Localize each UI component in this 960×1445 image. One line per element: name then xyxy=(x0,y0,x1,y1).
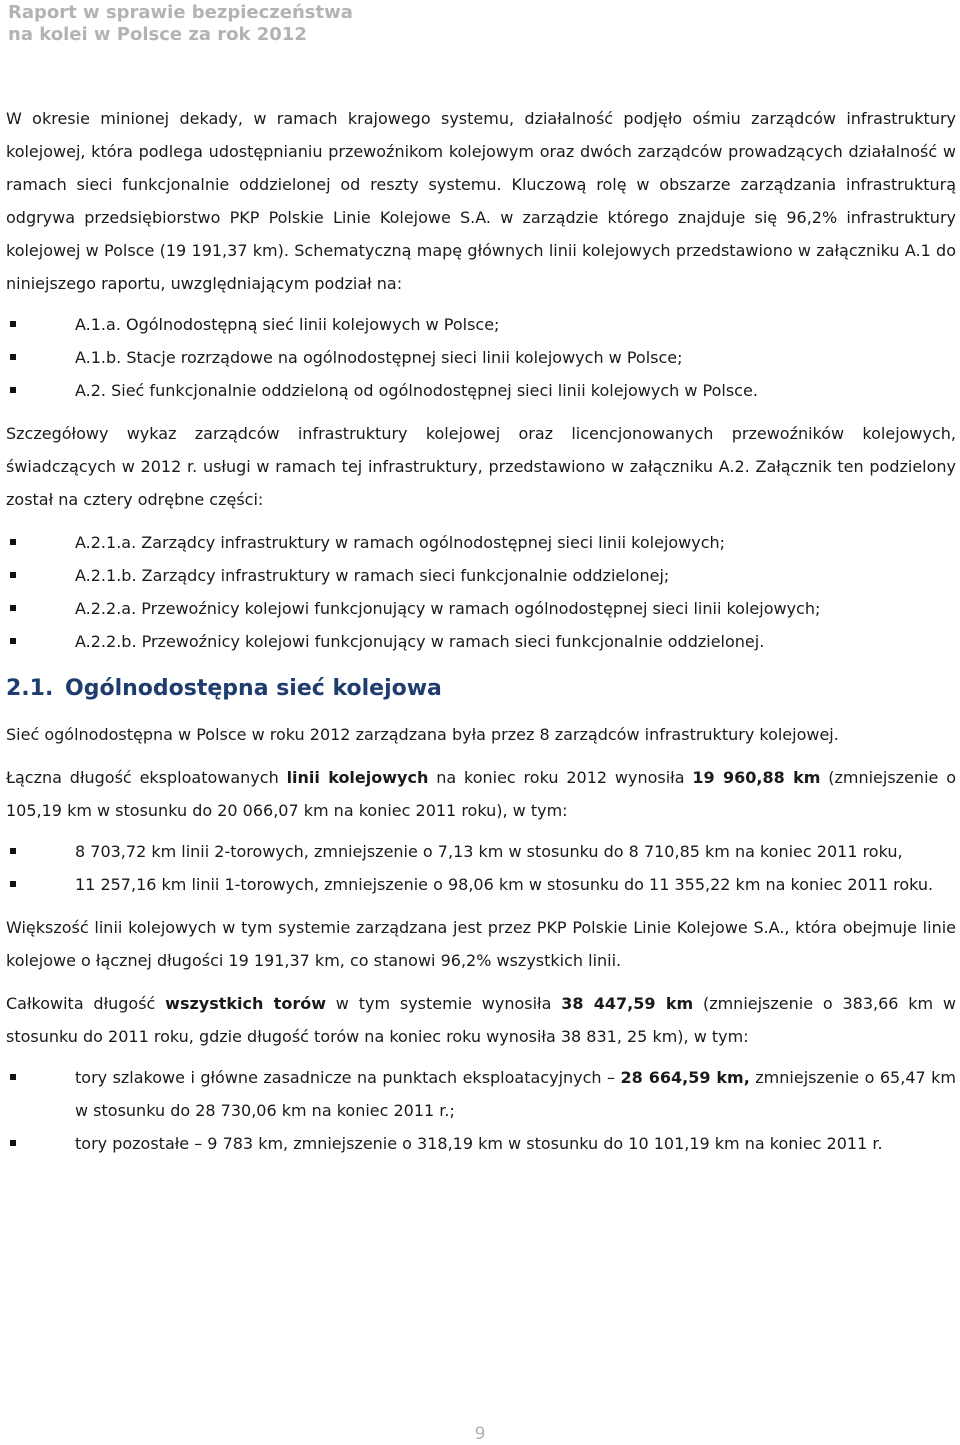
text: (zmniejszenie o 105,19 km w stosunku do 20 066,07 km na koniec 2011 roku), w tym: xyxy=(6,768,956,820)
track-types-list xyxy=(6,1061,956,1160)
bold-value: 28 664,59 km, xyxy=(620,1068,750,1087)
attachment-a1-list xyxy=(6,308,956,407)
text: na koniec roku 2012 wynosiła xyxy=(428,768,693,787)
list-item: A.2. Sieć funkcjonalnie oddzieloną od ogólnodostępnej sieci linii kolejowych w Polsce. xyxy=(6,374,956,407)
text: Łączna długość eksploatowanych xyxy=(6,768,287,787)
list-item: tory pozostałe – 9 783 km, zmniejszenie o 318,19 km w stosunku do 10 101,19 km na koniec 2011 r. xyxy=(6,1127,956,1160)
list-item: A.2.1.b. Zarządcy infrastruktury w ramach sieci funkcjonalnie oddzielonej; xyxy=(6,559,956,592)
text: zmniejszenie o 65,47 km w stosunku do 28 730,06 km na koniec 2011 r.; xyxy=(75,1068,956,1120)
bold-text: wszystkich torów xyxy=(165,994,326,1013)
list-item: A.1.b. Stacje rozrządowe na ogólnodostępnej sieci linii kolejowych w Polsce; xyxy=(6,341,956,374)
header-line-2: na kolei w Polsce za rok 2012 xyxy=(8,24,307,45)
list-item: A.2.1.a. Zarządcy infrastruktury w ramach ogólnodostępnej sieci linii kolejowych; xyxy=(6,526,956,559)
line-length-paragraph xyxy=(6,761,956,827)
list-item: A.1.a. Ogólnodostępną sieć linii kolejowych w Polsce; xyxy=(6,308,956,341)
list-item: 11 257,16 km linii 1-torowych, zmniejszenie o 98,06 km w stosunku do 11 355,22 km na koniec 2011 roku. xyxy=(6,868,956,901)
attachment-a2-list xyxy=(6,526,956,658)
report-header xyxy=(8,2,353,46)
line-types-list xyxy=(6,835,956,901)
bold-value: 19 960,88 km xyxy=(692,768,821,787)
text: (zmniejszenie o 383,66 km w stosunku do 2011 roku, gdzie długość torów na koniec roku wynosiła 38 831, 25 km), w tym: xyxy=(6,994,957,1046)
track-length-paragraph xyxy=(6,987,956,1053)
section-heading xyxy=(6,674,956,704)
text: tory szlakowe i główne zasadnicze na punktach eksploatacyjnych – xyxy=(75,1068,621,1087)
bold-text: linii kolejowych xyxy=(286,768,429,787)
text: Całkowita długość xyxy=(6,994,166,1013)
section-title: Ogólnodostępna sieć kolejowa xyxy=(65,676,442,701)
attachment-a2-paragraph: Szczegółowy wykaz zarządców infrastruktury kolejowej oraz licencjonowanych przewoźników kolejowych, świadczących w 2012 r. usługi w ramach tej infrastruktury, przedstawiono w załączniku A.2. Załącznik ten podzielony został na cztery odrębne części: xyxy=(6,424,956,509)
list-item xyxy=(6,1061,956,1127)
section-number: 2.1. xyxy=(6,676,54,701)
intro-paragraph: W okresie minionej dekady, w ramach krajowego systemu, działalność podjęło ośmiu zarządców infrastruktury kolejowej, która podlega udostępnianiu przewoźnikom kolejowym oraz dwóch zarządców prowadzących działalność w ramach sieci funkcjonalnie oddzielonej od reszty systemu. Kluczową rolę w obszarze zarządzania infrastrukturą odgrywa przedsiębiorstwo PKP Polskie Linie Kolejowe S.A. w zarządzie którego znajduje się 96,2% infrastruktury kolejowej w Polsce (19 191,37 km). Schematyczną mapę głównych linii kolejowych przedstawiono w załączniku A.1 do niniejszego raportu, uwzględniającym podział na: xyxy=(6,109,956,293)
page-number: 9 xyxy=(474,1424,486,1444)
text: w tym systemie wynosiła xyxy=(326,994,562,1013)
header-line-1: Raport w sprawie bezpieczeństwa xyxy=(8,2,353,23)
list-item: A.2.2.b. Przewoźnicy kolejowi funkcjonujący w ramach sieci funkcjonalnie oddzielonej. xyxy=(6,625,956,658)
bold-value: 38 447,59 km xyxy=(561,994,694,1013)
plk-paragraph: Większość linii kolejowych w tym systemie zarządzana jest przez PKP Polskie Linie Kolejowe S.A., która obejmuje linie kolejowe o łącznej długości 19 191,37 km, co stanowi 96,2% wszystkich linii. xyxy=(6,918,956,970)
list-item: 8 703,72 km linii 2-torowych, zmniejszenie o 7,13 km w stosunku do 8 710,85 km na koniec 2011 roku, xyxy=(6,835,956,868)
operators-paragraph: Sieć ogólnodostępna w Polsce w roku 2012 zarządzana była przez 8 zarządców infrastruktury kolejowej. xyxy=(6,725,839,744)
page-content xyxy=(6,102,956,1160)
list-item: A.2.2.a. Przewoźnicy kolejowi funkcjonujący w ramach ogólnodostępnej sieci linii kolejowych; xyxy=(6,592,956,625)
